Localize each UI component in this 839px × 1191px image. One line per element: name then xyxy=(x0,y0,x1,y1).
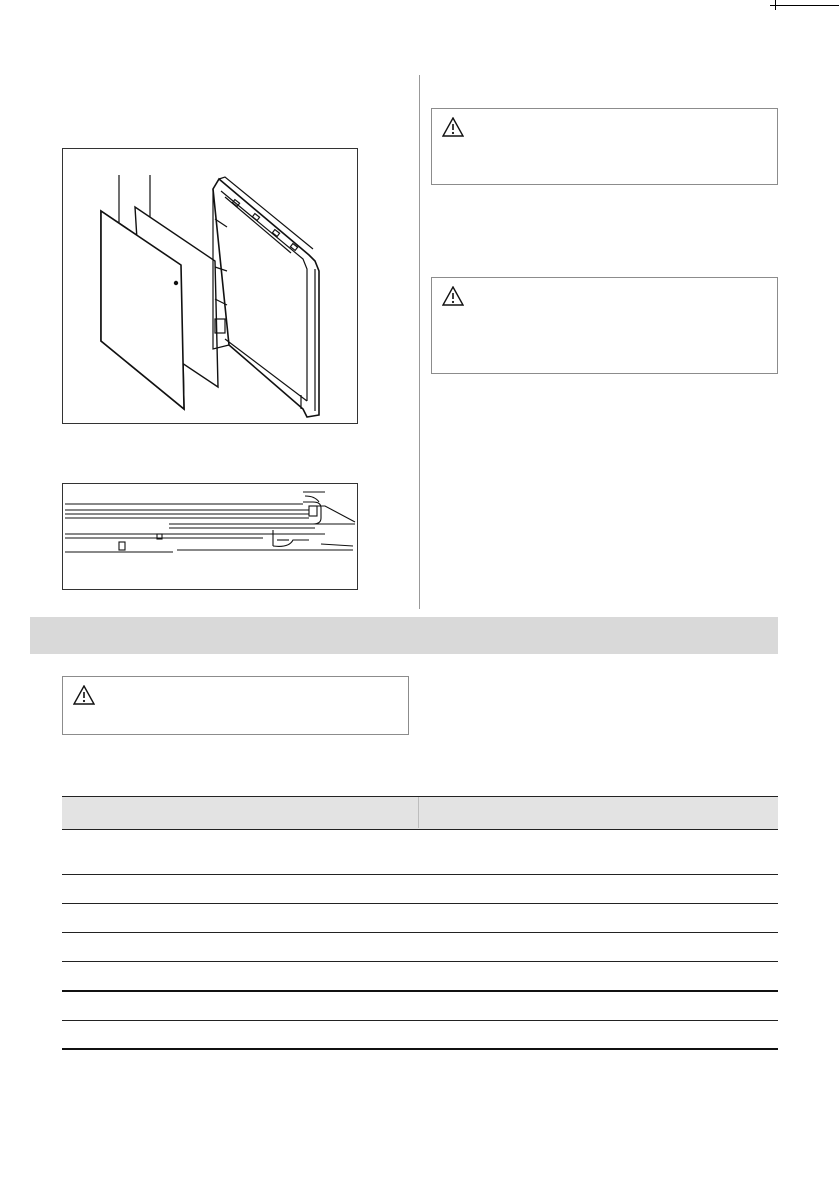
section-header-band xyxy=(30,617,778,654)
warning-box-2 xyxy=(431,277,778,374)
warning-triangle-icon xyxy=(442,117,464,137)
crop-mark xyxy=(0,0,839,10)
table-header xyxy=(62,796,778,830)
warning-triangle-icon xyxy=(442,286,464,306)
seating-detail-illustration xyxy=(63,484,357,589)
column-divider xyxy=(419,75,420,609)
warning-triangle-icon xyxy=(73,685,95,705)
table-row xyxy=(62,1021,778,1050)
table-row xyxy=(62,875,778,904)
table-row xyxy=(62,992,778,1021)
table-row xyxy=(62,933,778,962)
warning-box-1 xyxy=(431,108,778,185)
warning-box-3 xyxy=(62,676,409,735)
table-row xyxy=(62,830,778,875)
glass-panel-seating-figure xyxy=(62,483,358,590)
table-column-divider xyxy=(418,797,419,828)
door-exploded-illustration xyxy=(63,149,357,423)
data-table xyxy=(62,796,778,1050)
door-glass-panels-figure xyxy=(62,148,358,424)
table-row xyxy=(62,962,778,992)
table-row xyxy=(62,904,778,933)
